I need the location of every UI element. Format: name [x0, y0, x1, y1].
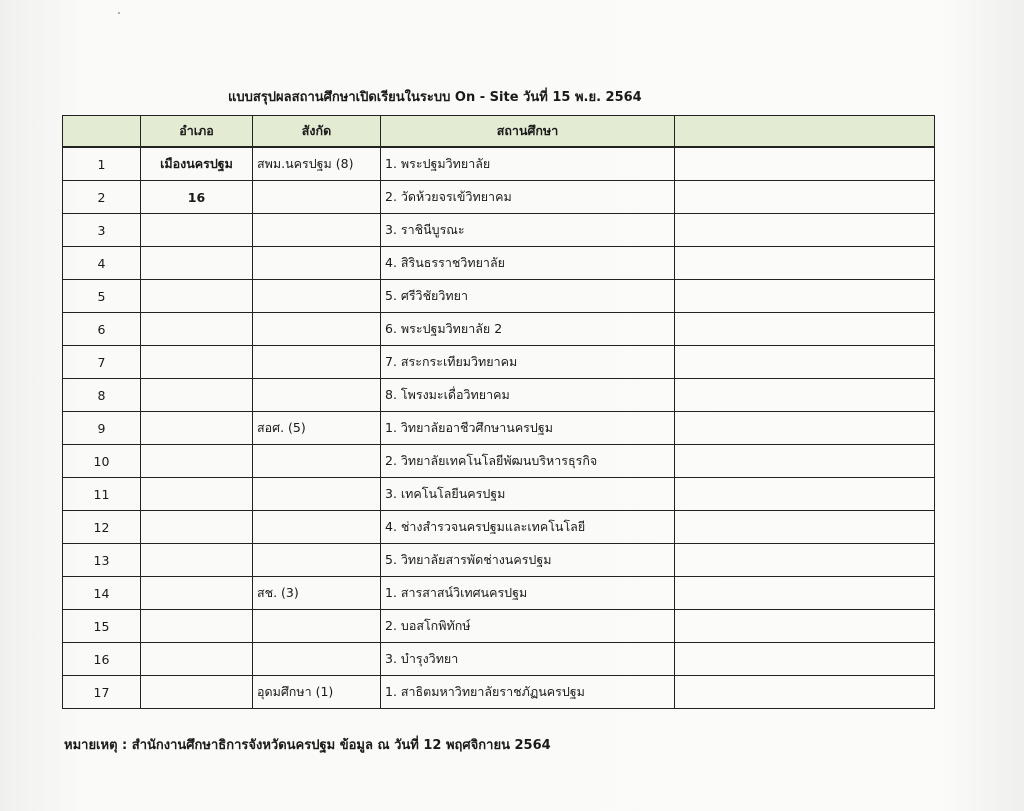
- table-row: [63, 379, 935, 412]
- district-cell: [141, 445, 253, 478]
- school-cell: 3. เทคโนโลยีนครปฐม: [381, 478, 675, 511]
- school-cell: 7. สระกระเทียมวิทยาคม: [381, 346, 675, 379]
- affiliation-cell: [253, 247, 381, 280]
- affiliation-cell: [253, 313, 381, 346]
- row-number: 7: [63, 346, 141, 379]
- affiliation-cell: [253, 610, 381, 643]
- district-cell: [141, 247, 253, 280]
- affiliation-cell: [253, 181, 381, 214]
- extra-cell: [675, 280, 935, 313]
- district-cell: [141, 412, 253, 445]
- table-row: [63, 610, 935, 643]
- row-number: 8: [63, 379, 141, 412]
- extra-cell: [675, 346, 935, 379]
- row-number: 12: [63, 511, 141, 544]
- row-number: 15: [63, 610, 141, 643]
- header-number: [63, 116, 141, 148]
- school-cell: 3. บำรุงวิทยา: [381, 643, 675, 676]
- affiliation-cell: [253, 544, 381, 577]
- header-district: อำเภอ: [141, 116, 253, 148]
- school-cell: 2. วัดห้วยจรเข้วิทยาคม: [381, 181, 675, 214]
- footnote: หมายเหตุ : สำนักงานศึกษาธิการจังหวัดนครปฐม ข้อมูล ณ วันที่ 12 พฤศจิกายน 2564: [64, 738, 551, 753]
- district-cell: [141, 610, 253, 643]
- district-cell: เมืองนครปฐม: [141, 147, 253, 181]
- row-number: 14: [63, 577, 141, 610]
- row-number: 6: [63, 313, 141, 346]
- district-cell: 16: [141, 181, 253, 214]
- row-number: 17: [63, 676, 141, 709]
- extra-cell: [675, 478, 935, 511]
- district-cell: [141, 643, 253, 676]
- extra-cell: [675, 214, 935, 247]
- district-cell: [141, 676, 253, 709]
- table-row: [63, 511, 935, 544]
- affiliation-cell: สอศ. (5): [253, 412, 381, 445]
- row-number: 13: [63, 544, 141, 577]
- extra-cell: [675, 643, 935, 676]
- table-row: [63, 147, 935, 181]
- extra-cell: [675, 577, 935, 610]
- header-affiliation: สังกัด: [253, 116, 381, 148]
- affiliation-cell: [253, 214, 381, 247]
- district-cell: [141, 511, 253, 544]
- affiliation-cell: อุดมศึกษา (1): [253, 676, 381, 709]
- row-number: 5: [63, 280, 141, 313]
- school-cell: 4. ช่างสำรวจนครปฐมและเทคโนโลยี: [381, 511, 675, 544]
- affiliation-cell: [253, 643, 381, 676]
- table-row: [63, 280, 935, 313]
- district-cell: [141, 313, 253, 346]
- district-cell: [141, 346, 253, 379]
- extra-cell: [675, 511, 935, 544]
- row-number: 11: [63, 478, 141, 511]
- row-number: 3: [63, 214, 141, 247]
- row-number: 10: [63, 445, 141, 478]
- school-cell: 3. ราชินีบูรณะ: [381, 214, 675, 247]
- school-cell: 2. วิทยาลัยเทคโนโลยีพัฒนบริหารธุรกิจ: [381, 445, 675, 478]
- school-cell: 2. บอสโกพิทักษ์: [381, 610, 675, 643]
- table-row: [63, 544, 935, 577]
- affiliation-cell: สพม.นครปฐม (8): [253, 147, 381, 181]
- extra-cell: [675, 313, 935, 346]
- school-cell: 1. วิทยาลัยอาชีวศึกษานครปฐม: [381, 412, 675, 445]
- extra-cell: [675, 445, 935, 478]
- district-cell: [141, 214, 253, 247]
- district-cell: [141, 280, 253, 313]
- table-row: [63, 181, 935, 214]
- table-row: [63, 478, 935, 511]
- table-row: [63, 445, 935, 478]
- affiliation-cell: [253, 445, 381, 478]
- schools-table: [62, 115, 935, 709]
- affiliation-cell: [253, 346, 381, 379]
- extra-cell: [675, 412, 935, 445]
- row-number: 16: [63, 643, 141, 676]
- row-number: 1: [63, 147, 141, 181]
- district-cell: [141, 478, 253, 511]
- document-title: แบบสรุปผลสถานศึกษาเปิดเรียนในระบบ On - Site วันที่ 15 พ.ย. 2564: [228, 90, 642, 105]
- row-number: 4: [63, 247, 141, 280]
- school-cell: 6. พระปฐมวิทยาลัย 2: [381, 313, 675, 346]
- extra-cell: [675, 610, 935, 643]
- table-row: [63, 676, 935, 709]
- scan-speck: [118, 12, 120, 14]
- table-header-row: [63, 116, 935, 148]
- table-row: [63, 643, 935, 676]
- affiliation-cell: [253, 379, 381, 412]
- affiliation-cell: [253, 280, 381, 313]
- extra-cell: [675, 676, 935, 709]
- school-cell: 4. สิรินธรราชวิทยาลัย: [381, 247, 675, 280]
- table-row: [63, 214, 935, 247]
- district-cell: [141, 379, 253, 412]
- table-row: [63, 247, 935, 280]
- extra-cell: [675, 379, 935, 412]
- affiliation-cell: [253, 511, 381, 544]
- extra-cell: [675, 181, 935, 214]
- school-cell: 8. โพรงมะเดื่อวิทยาคม: [381, 379, 675, 412]
- extra-cell: [675, 147, 935, 181]
- header-school: สถานศึกษา: [381, 116, 675, 148]
- row-number: 9: [63, 412, 141, 445]
- table-row: [63, 313, 935, 346]
- affiliation-cell: สช. (3): [253, 577, 381, 610]
- header-extra: [675, 116, 935, 148]
- district-cell: [141, 577, 253, 610]
- table-row: [63, 577, 935, 610]
- row-number: 2: [63, 181, 141, 214]
- school-cell: 1. พระปฐมวิทยาลัย: [381, 147, 675, 181]
- school-cell: 1. สารสาสน์วิเทศนครปฐม: [381, 577, 675, 610]
- table-row: [63, 346, 935, 379]
- district-cell: [141, 544, 253, 577]
- school-cell: 5. ศรีวิชัยวิทยา: [381, 280, 675, 313]
- table-body: [63, 147, 935, 709]
- table-row: [63, 412, 935, 445]
- school-cell: 5. วิทยาลัยสารพัดช่างนครปฐม: [381, 544, 675, 577]
- affiliation-cell: [253, 478, 381, 511]
- school-cell: 1. สาธิตมหาวิทยาลัยราชภัฏนครปฐม: [381, 676, 675, 709]
- extra-cell: [675, 247, 935, 280]
- extra-cell: [675, 544, 935, 577]
